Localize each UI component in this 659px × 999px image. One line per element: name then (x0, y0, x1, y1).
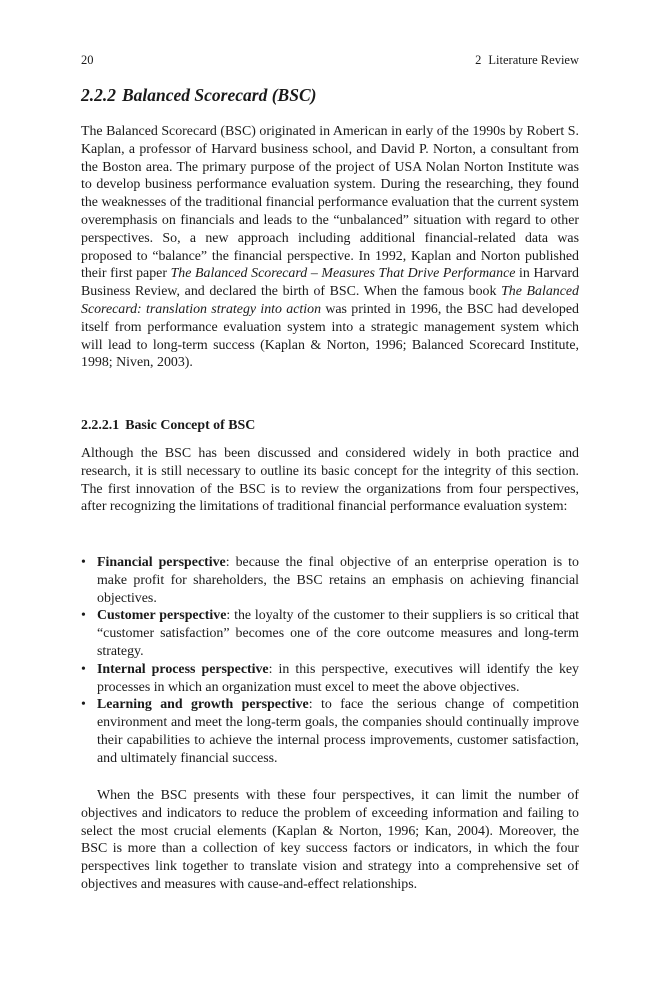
bullet-icon: • (81, 555, 86, 570)
list-item-term: Financial perspective (97, 555, 226, 570)
list-item-text: : in this perspective, executives will identify the key processes in which an organization must excel to meet the above objectives. (97, 661, 580, 695)
subsection-title: Basic Concept of BSC (125, 418, 256, 433)
list-item-learning-growth (81, 696, 579, 767)
list-item-term: Learning and growth perspective (97, 697, 309, 713)
paper-title: The Balanced Scorecard – Measures That Drive Performance (170, 266, 516, 282)
section-heading (81, 85, 579, 106)
book-title: The Balanced Scorecard: translation strategy into action (81, 284, 579, 317)
paragraph-four-perspectives: When the BSC presents with these four perspectives, it can limit the number of objectives and indicators to reduce the problem of exceeding information and failing to select the most crucial elements (Kaplan & Norton, 1996; Kan, 2004). Moreover, the BSC is more than a collection of key success factors or indicators, in which the four perspectives link together to translate vision and strategy into a comprehensive set of objectives and measures with cause-and-effect relationships. (81, 788, 579, 892)
list-item-text: : because the final objective of an enterprise operation is to make profit for shareholders, the BSC retains an emphasis on achieving financial objectives. (97, 555, 579, 606)
subsection-heading (81, 418, 579, 434)
list-item-text: : to face the serious change of competition environment and meet the long-term goals, the companies should continually improve their capabilities to achieve the internal process improvements, customer satisfaction, and ultimately financial success. (97, 697, 579, 766)
chapter-number: 2 (475, 53, 482, 67)
bullet-icon: • (81, 661, 86, 677)
paragraph-text: in Harvard Business Review, and declared the birth of BSC. When the famous book (81, 266, 579, 300)
section-title: Balanced Scorecard (BSC) (122, 85, 317, 105)
paragraph-text: was printed in 1996, the BSC had developed itself from performance evaluation system into a strategic management system which will lead to long-term success (Kaplan & Norton, 1996; Balanced Scorecard Institute, 1998; Niven, 2003). (81, 301, 579, 371)
running-header (81, 53, 579, 69)
subsection-number: 2.2.2.1 (81, 418, 120, 433)
list-item-text: : the loyalty of the customer to their suppliers is so critical that “customer satisfaction” becomes one of the core outcome measures and long-term strategy. (97, 608, 579, 659)
bullet-icon: • (81, 697, 86, 713)
list-item-internal-process (81, 661, 579, 697)
paragraph-bsc-origin (81, 123, 579, 372)
bullet-icon: • (81, 608, 86, 624)
list-item-customer (81, 607, 579, 660)
running-title (475, 53, 579, 68)
paragraph-basic-concept: Although the BSC has been discussed and considered widely in both practice and research, it is still necessary to outline its basic concept for the integrity of this section. The first innovation of the BSC is to review the organizations from four perspectives, after recognizing the limitations of traditional financial performance evaluation system: (81, 446, 579, 515)
list-item-term: Internal process perspective (97, 661, 269, 677)
list-item-term: Customer perspective (97, 608, 227, 624)
section-number: 2.2.2 (81, 85, 116, 105)
list-item-financial (81, 554, 579, 607)
chapter-title: Literature Review (488, 53, 579, 67)
paragraph-text: The Balanced Scorecard (BSC) originated in American in early of the 1990s by Robert S. Kaplan, a professor of Harvard business school, and David P. Norton, a consultant from the Boston area. The primary purpose of the project of USA Nolan Norton Institute was to develop business performance evaluation system. During the researching, they found the weaknesses of the traditional financial performance evaluation that the current system overemphasis on financials and leads to the “unbalanced” situation with regard to other perspectives. So, a new approach including additional financial-related data was proposed to “balance” the financial perspective. In 1992, Kaplan and Norton published their first paper (81, 124, 579, 282)
page-number: 20 (81, 53, 94, 67)
perspectives-list (81, 554, 579, 768)
